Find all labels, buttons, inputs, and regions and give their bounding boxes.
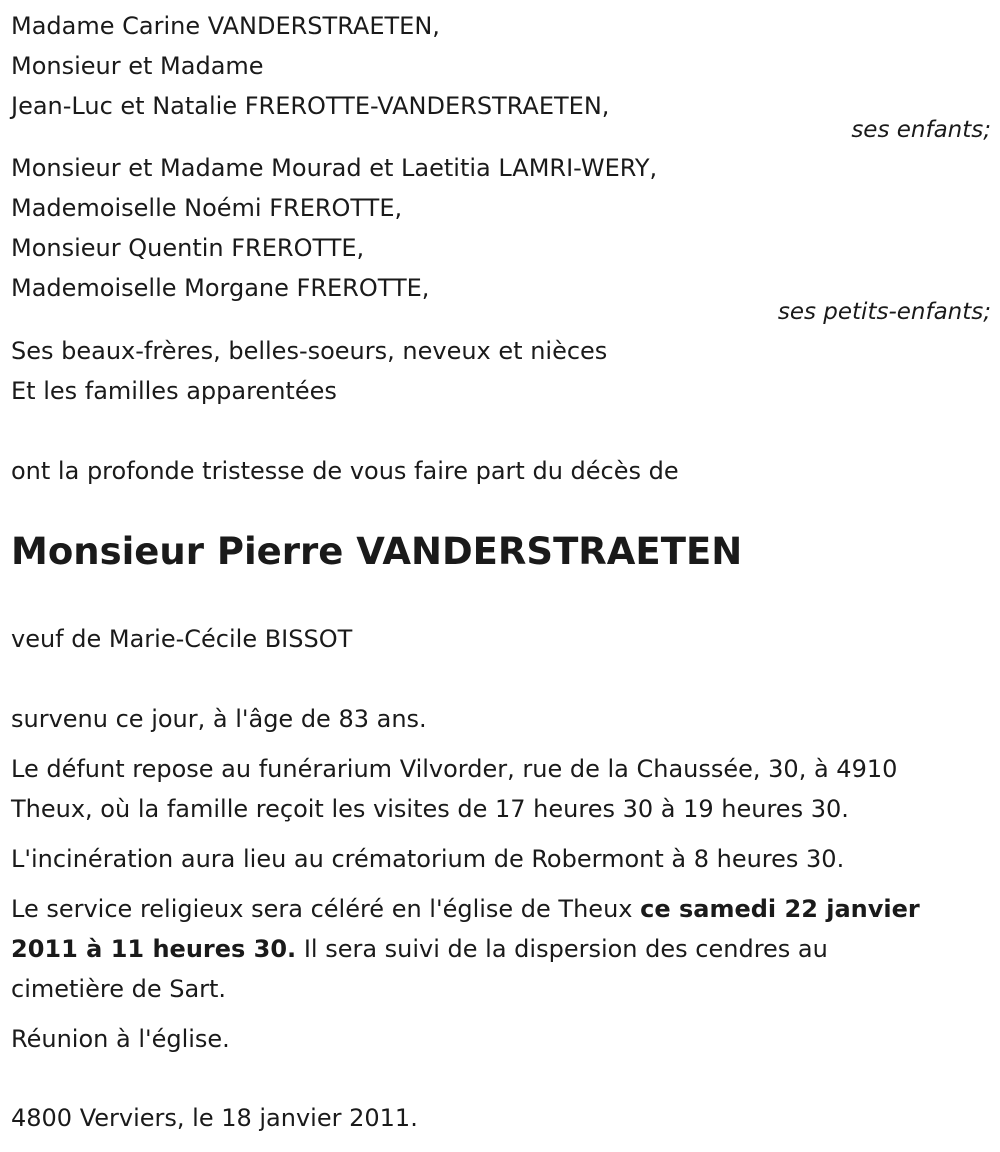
repose-line: Le défunt repose au funérarium Vilvorder, rue de la Chaussée, 30, à 4910 [11,755,898,783]
service-date-bold: ce samedi 22 janvier [640,895,920,923]
service-line-1 [11,894,920,924]
child-line: Monsieur et Madame [11,52,264,80]
place-date: 4800 Verviers, le 18 janvier 2011. [11,1104,418,1132]
meeting-text: Réunion à l'église. [11,1025,230,1053]
grandchild-line: Monsieur Quentin FREROTTE, [11,234,365,262]
relatives-line: Et les familles apparentées [11,377,337,405]
children-role-label: ses enfants; [851,117,991,143]
service-line-2 [11,934,828,964]
deceased-name: Monsieur Pierre VANDERSTRAETEN [11,530,743,573]
cremation-text: L'incinération aura lieu au crématorium de Robermont à 8 heures 30. [11,845,845,873]
service-text: Le service religieux sera céléré en l'église de Theux [11,895,641,923]
grandchild-line: Mademoiselle Morgane FREROTTE, [11,274,430,302]
service-line-3: cimetière de Sart. [11,975,227,1003]
age-text: survenu ce jour, à l'âge de 83 ans. [11,705,427,733]
service-time-bold: 2011 à 11 heures 30. [11,935,297,963]
relatives-line: Ses beaux-frères, belles-soeurs, neveux et nièces [11,337,608,365]
announcement-text: ont la profonde tristesse de vous faire part du décès de [11,457,679,485]
child-line: Madame Carine VANDERSTRAETEN, [11,12,440,40]
grandchild-line: Monsieur et Madame Mourad et Laetitia LAMRI-WERY, [11,154,658,182]
repose-line: Theux, où la famille reçoit les visites de 17 heures 30 à 19 heures 30. [11,795,849,823]
widower-text: veuf de Marie-Cécile BISSOT [11,625,353,653]
child-line: Jean-Luc et Natalie FREROTTE-VANDERSTRAETEN, [11,92,610,120]
service-text: Il sera suivi de la dispersion des cendres au [296,935,828,963]
grandchild-line: Mademoiselle Noémi FREROTTE, [11,194,403,222]
grandchildren-role-label: ses petits-enfants; [777,299,991,325]
